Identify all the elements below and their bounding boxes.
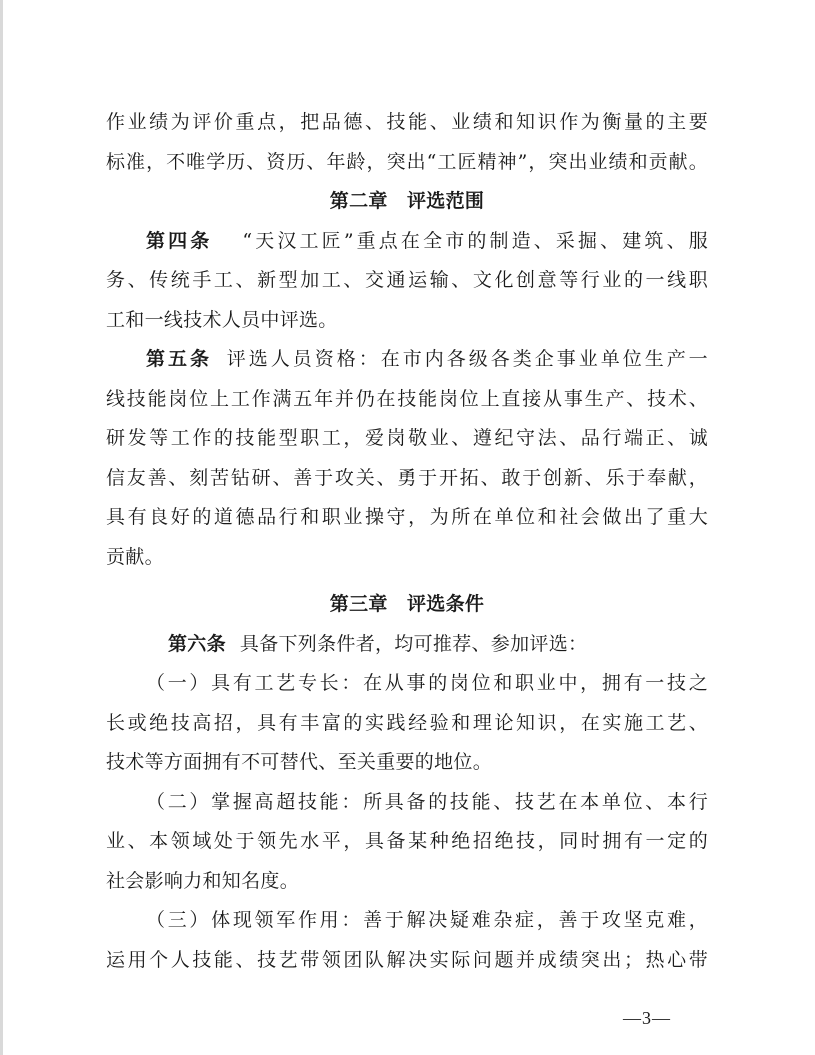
article-text: 具备下列条件者，均可推荐、参加评选： bbox=[239, 632, 588, 655]
body-line: 社会影响力和知名度。 bbox=[106, 869, 300, 892]
article-label: 第六条 bbox=[168, 632, 226, 655]
article-4 bbox=[106, 222, 708, 262]
item-3: （三）体现领军作用：善于解决疑难杂症，善于攻坚克难， bbox=[146, 909, 708, 931]
article-label: 第四条 bbox=[146, 229, 213, 252]
body-line: 贡献。 bbox=[106, 545, 164, 568]
scan-edge bbox=[0, 0, 3, 1055]
item-2: （二）掌握高超技能：所具备的技能、技艺在本单位、本行 bbox=[146, 790, 708, 813]
body-line: 运用个人技能、技艺带领团队解决实际问题并成绩突出；热心带 bbox=[106, 948, 708, 971]
body-line: 研发等工作的技能型职工，爱岗敬业、遵纪守法、品行端正、诚 bbox=[106, 427, 708, 449]
body-line: 务、传统手工、新型加工、交通运输、文化创意等行业的一线职 bbox=[106, 269, 708, 291]
body-line: 标准，不唯学历、资历、年龄，突出“工匠精神”，突出业绩和贡献。 bbox=[106, 150, 708, 173]
chapter-heading: 第三章 评选条件 bbox=[329, 593, 485, 615]
body-line: 技术等方面拥有不可替代、至关重要的地位。 bbox=[106, 751, 493, 773]
page-number: —3— bbox=[623, 1008, 671, 1028]
body-line: 信友善、刻苦钻研、善于攻关、勇于开拓、敢于创新、乐于奉献， bbox=[106, 466, 708, 489]
body-line: 具有良好的道德品行和职业操守，为所在单位和社会做出了重大 bbox=[106, 506, 708, 528]
article-text: “天汉工匠”重点在全市的制造、采掘、建筑、服 bbox=[242, 229, 709, 252]
article-5 bbox=[106, 340, 708, 380]
article-6 bbox=[106, 625, 708, 665]
item-1: （一）具有工艺专长：在从事的岗位和职业中，拥有一技之 bbox=[146, 672, 708, 694]
body-line: 作业绩为评价重点，把品德、技能、业绩和知识作为衡量的主要 bbox=[106, 111, 708, 133]
body-line: 工和一线技术人员中评选。 bbox=[106, 308, 338, 331]
document-page bbox=[106, 103, 708, 980]
body-line: 业、本领域处于领先水平，具备某种绝招绝技，同时拥有一定的 bbox=[106, 830, 708, 852]
body-line: 线技能岗位上工作满五年并仍在技能岗位上直接从事生产、技术、 bbox=[106, 387, 708, 410]
chapter-heading: 第二章 评选范围 bbox=[329, 190, 485, 212]
body-line: 长或绝技高招，具有丰富的实践经验和理论知识，在实施工艺、 bbox=[106, 711, 708, 734]
article-label: 第五条 bbox=[146, 348, 212, 370]
article-text: 评选人员资格：在市内各级各类企事业单位生产一 bbox=[224, 348, 708, 370]
